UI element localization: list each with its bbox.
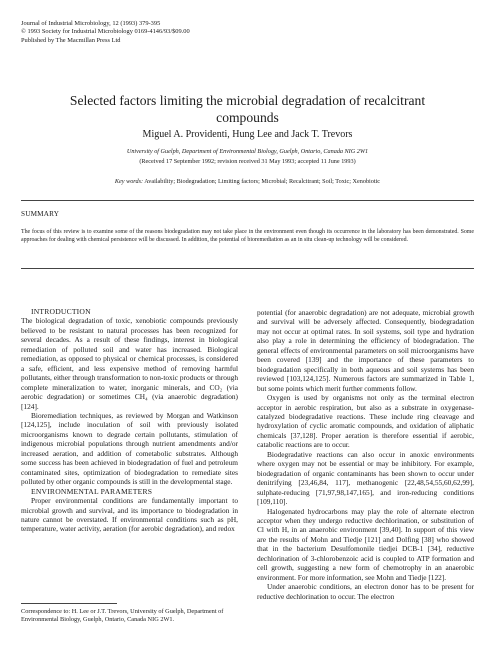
- article-title: [20, 92, 475, 126]
- env-paragraph-1: Proper environmental conditions are fundamentally important to microbial growth and survival, and its importance to biodegradation in nature cannot be overstated. If environmental conditions such as pH, temperature, water activity, aeration (for aerobic degradation), and redox: [21, 496, 238, 534]
- affiliation: University of Guelph, Department of Environmental Biology, Guelph, Ontario, Canada NIG 2W1: [126, 148, 369, 155]
- divider-bottom: [21, 268, 474, 269]
- keywords: [20, 178, 475, 186]
- divider-top: [21, 200, 474, 201]
- environmental-parameters-heading: ENVIRONMENTAL PARAMETERS: [31, 486, 153, 496]
- right-paragraph-1: potential (for anaerobic degradation) are not adequate, microbial growth and survival will be adversely affected. Consequently, biodegradation may not occur at optimal rates. In soil systems, soil type and hydration also play a role in determining the efficiency of biodegradation. The general effects of environmental parameters on soil microorganisms have been covered [139] and the importance of these parameters to biodegradation specifically in both aqueous and soil systems has been reviewed [103,124,125]. Numerous factors are summarized in Table 1, but some points which merit further comments follow.: [257, 308, 474, 393]
- authors: Miguel A. Providenti, Hung Lee and Jack T. Trevors: [142, 129, 353, 140]
- intro-paragraph-1: The biological degradation of toxic, xenobiotic compounds previously believed to be resistant to natural processes has been recognized for several decades. As a result of these findings, interest in biological remediation of polluted soil and water has increased. Biological remediation, as opposed to physical or chemical processes, is considered a safe, efficient, and less expensive method of removing harmful pollutants, either through transformation to non-toxic products or through complete mineralization to water, inorganic minerals, and CO₂ (via aerobic degradation) or sometimes CH₄ (via anaerobic degradation) [124].: [21, 316, 238, 411]
- title-line-1: Selected factors limiting the microbial degradation of recalcitrant: [69, 93, 426, 108]
- right-paragraph-2: Oxygen is used by organisms not only as the terminal electron acceptor in aerobic respiration, but also as a substrate in oxygenase-catalyzed biodegradative reactions. These include ring cleavage and hydroxylation of cyclic aromatic compounds, and oxidation of aliphatic chemicals [37,128]. Proper aeration is therefore essential if aerobic, catabolic reactions are to occur.: [257, 393, 474, 450]
- correspondence-footnote: Correspondence to: H. Lee or J.T. Trevors, University of Guelph, Department of Environmental Biology, Guelph, Ontario, Canada NIG 2W1.: [21, 608, 224, 624]
- keywords-label: Key words:: [114, 178, 144, 185]
- right-paragraph-4: Halogenated hydrocarbons may play the role of alternate electron acceptor when they undergo reductive dechlorination, or substitution of Cl with H, in an anaerobic environment [39,40]. In support of this view are the results of Mohn and Tiedje [121] and Dolfing [38] who showed that in the bacterium Desulfomonile tiedjei DCB-1 [34], reductive dechlorination of 3-chlorobenzoic acid is coupled to ATP formation and cell growth, suggesting a new form of chemotrophy in an anaerobic environment. For more information, see Mohn and Tiedje [122].: [257, 506, 474, 582]
- summary-heading: SUMMARY: [21, 210, 60, 218]
- intro-paragraph-2: Bioremediation techniques, as reviewed by Morgan and Watkinson [124,125], include inoculation of soil with previously isolated microorganisms known to degrade certain pollutants, stimulation of indigenous microbial populations through nutrient amendments and/or increased aeration, and addition of cometabolic substrates. Although some success has been achieved in biodegradation of fuel and petroleum contaminated sites, optimization of biodegradation to remediate sites polluted by other organic compounds is still in the developmental stage.: [21, 410, 238, 487]
- introduction-heading: INTRODUCTION: [31, 307, 91, 316]
- footnote-rule: [21, 603, 117, 604]
- journal-citation: Journal of Industrial Microbiology, 12 (1993) 379-395: [21, 20, 161, 27]
- keywords-list: Availability; Biodegradation; Limiting factors; Microbial; Recalcitrant; Soil; Toxic; Xenobiotic: [143, 178, 381, 185]
- left-column: [21, 307, 238, 534]
- received-dates: (Received 17 September 1992; revision received 31 May 1993; accepted 11 June 1993): [139, 158, 356, 165]
- right-column: [257, 308, 474, 601]
- right-paragraph-3: Biodegradative reactions can also occur in anoxic environments where oxygen may not be essential or may be inhibitory. For example, biodegradation of organic contaminants has been shown to occur under denitrifying [23,46,84, 117], methanogenic [22,48,54,55,60,62,99], sulphate-reducing [71,97,98,147,165], and iron-reducing conditions [109,110].: [257, 449, 474, 507]
- title-line-2: compounds: [216, 110, 279, 125]
- copyright-line: © 1993 Society for Industrial Microbiology 0169-4146/93/$09.00: [21, 28, 190, 36]
- summary-text: The focus of this review is to examine some of the reasons biodegradation may not take place in the environment even though its occurrence in the laboratory has been demonstrated. Some approaches for dealing with chemical persistence will be discussed. In addition, the potential of bioremediation as an in situ clean-up technology will be considered.: [21, 229, 474, 244]
- journal-header: [21, 20, 190, 45]
- publisher-line: Published by The Macmillan Press Ltd: [21, 36, 121, 44]
- right-paragraph-5: Under anaerobic conditions, an electron donor has to be present for reductive dechlorination to occur. The electron: [257, 582, 474, 601]
